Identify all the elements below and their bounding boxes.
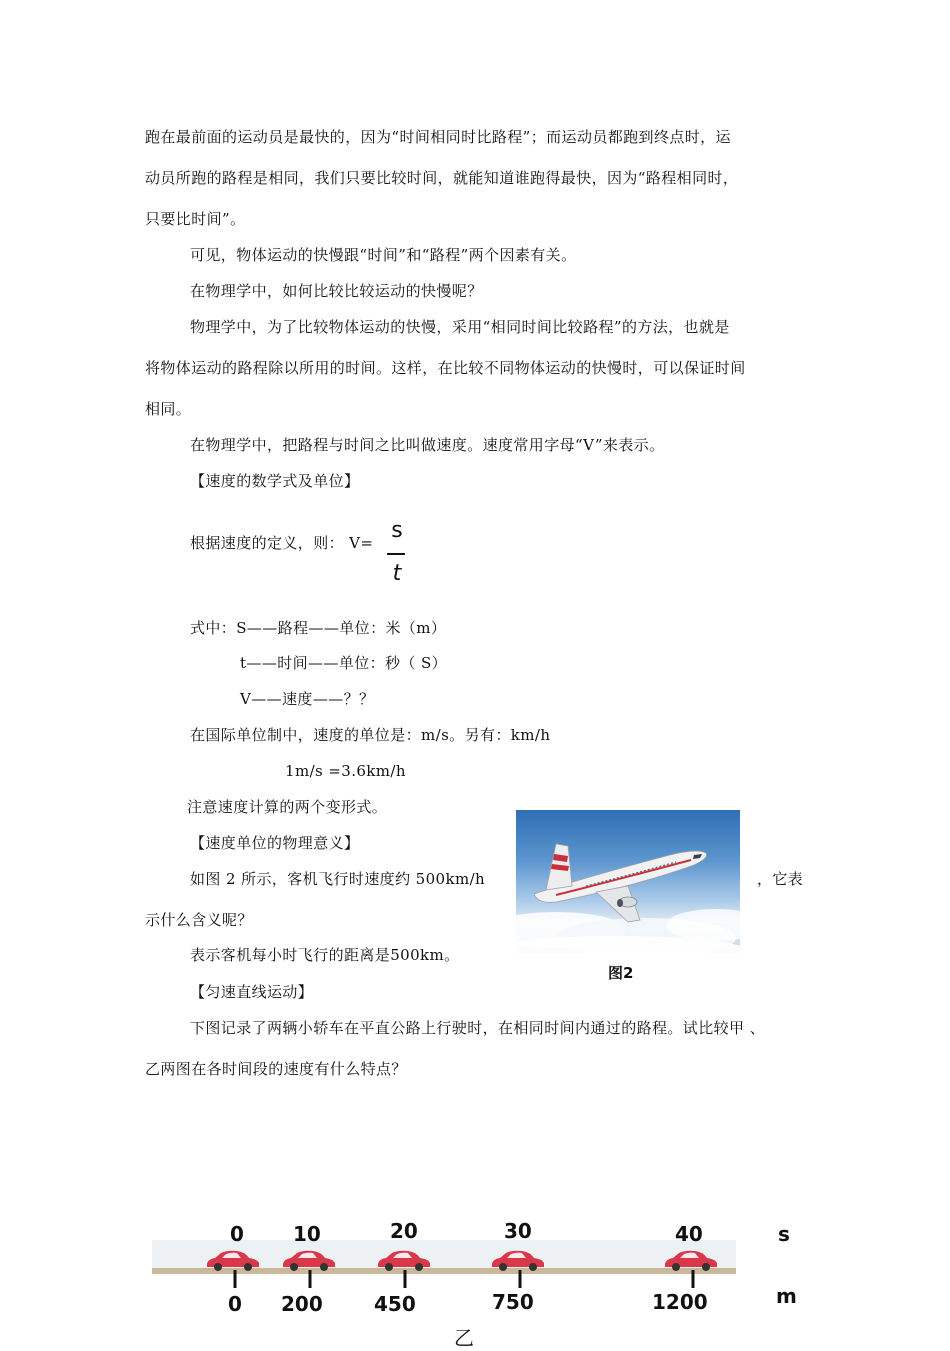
- distance-label-450: 450: [374, 1292, 416, 1316]
- paragraph-6-line-1: 下图记录了两辆小轿车在平直公路上行驶时，在相同时间内通过的路程。试比较甲 、: [190, 1019, 765, 1037]
- conversion-text: 1m/s =3.6km/h: [285, 762, 406, 780]
- figure2-text-line-2: 示什么含义呢？: [145, 911, 253, 929]
- fraction-bar: [387, 553, 405, 555]
- time-unit-label: s: [778, 1222, 790, 1246]
- distance-label-1200: 1200: [652, 1290, 708, 1314]
- paragraph-1-line-1: 跑在最前面的运动员是最快的，因为“时间相同时比路程”；而运动员都跑到终点时，运: [145, 128, 731, 146]
- paragraph-4-line-2: 将物体运动的路程除以所用的时间。这样，在比较不同物体运动的快慢时，可以保证时间: [145, 359, 746, 377]
- road-diagram-graphic: [150, 1210, 850, 1344]
- heading-formula-units: 【速度的数学式及单位】: [190, 472, 360, 490]
- definition-t: t——时间——单位：秒（ S）: [240, 654, 448, 672]
- paragraph-1-line-3: 只要比时间”。: [145, 210, 246, 228]
- time-label-20: 20: [390, 1219, 418, 1243]
- note-text: 注意速度计算的两个变形式。: [187, 798, 388, 816]
- time-label-0: 0: [230, 1222, 244, 1246]
- paragraph-2: 可见，物体运动的快慢跟“时间”和“路程”两个因素有关。: [190, 246, 577, 264]
- tick-mark: [309, 1270, 312, 1288]
- definition-v: V——速度——？？: [240, 690, 375, 708]
- paragraph-6-line-2: 乙两图在各时间段的速度有什么特点？: [145, 1060, 407, 1078]
- distance-label-0: 0: [228, 1292, 242, 1316]
- paragraph-3: 在物理学中，如何比较比较运动的快慢呢？: [190, 282, 483, 300]
- tick-mark: [519, 1270, 522, 1288]
- si-unit-text: 在国际单位制中，速度的单位是：m/s。另有：km/h: [190, 726, 551, 744]
- figure2-caption: 图2: [608, 964, 634, 982]
- road-diagram: [150, 1210, 850, 1350]
- figure2-text-line-1b: ，它表: [757, 870, 804, 888]
- heading-unit-meaning: 【速度单位的物理意义】: [190, 834, 360, 852]
- paragraph-1-line-2: 动员所跑的路程是相同，我们只要比较时间，就能知道谁跑得最快，因为“路程相同时，: [145, 169, 739, 187]
- tick-mark: [234, 1270, 237, 1288]
- diagram-label: 乙: [454, 1326, 474, 1350]
- distance-label-200: 200: [281, 1292, 323, 1316]
- distance-label-750: 750: [492, 1290, 534, 1314]
- tick-mark: [404, 1270, 407, 1288]
- airplane-icon: [516, 810, 740, 953]
- paragraph-4-line-3: 相同。: [145, 400, 192, 418]
- paragraph-4-line-1: 物理学中，为了比较物体运动的快慢，采用“相同时间比较路程”的方法，也就是: [190, 318, 730, 336]
- road-line: [152, 1268, 736, 1274]
- time-label-10: 10: [293, 1222, 321, 1246]
- time-label-40: 40: [675, 1222, 703, 1246]
- definition-s: 式中：S——路程——单位：米（m）: [190, 619, 447, 637]
- figure2-answer: 表示客机每小时飞行的距离是500km。: [190, 946, 460, 964]
- figure2-text-line-1a: 如图 2 所示，客机飞行时速度约 500km/h: [190, 870, 486, 888]
- airplane-photo: [516, 810, 740, 953]
- distance-unit-label: m: [776, 1284, 797, 1308]
- formula-numerator: s: [391, 518, 403, 543]
- paragraph-5: 在物理学中，把路程与时间之比叫做速度。速度常用字母“V”来表示。: [190, 436, 665, 454]
- formula-denominator: t: [392, 561, 402, 586]
- heading-uniform-motion: 【匀速直线运动】: [190, 983, 314, 1001]
- time-label-30: 30: [504, 1219, 532, 1243]
- formula-intro: 根据速度的定义，则： V=: [190, 534, 374, 552]
- tick-mark: [692, 1270, 695, 1288]
